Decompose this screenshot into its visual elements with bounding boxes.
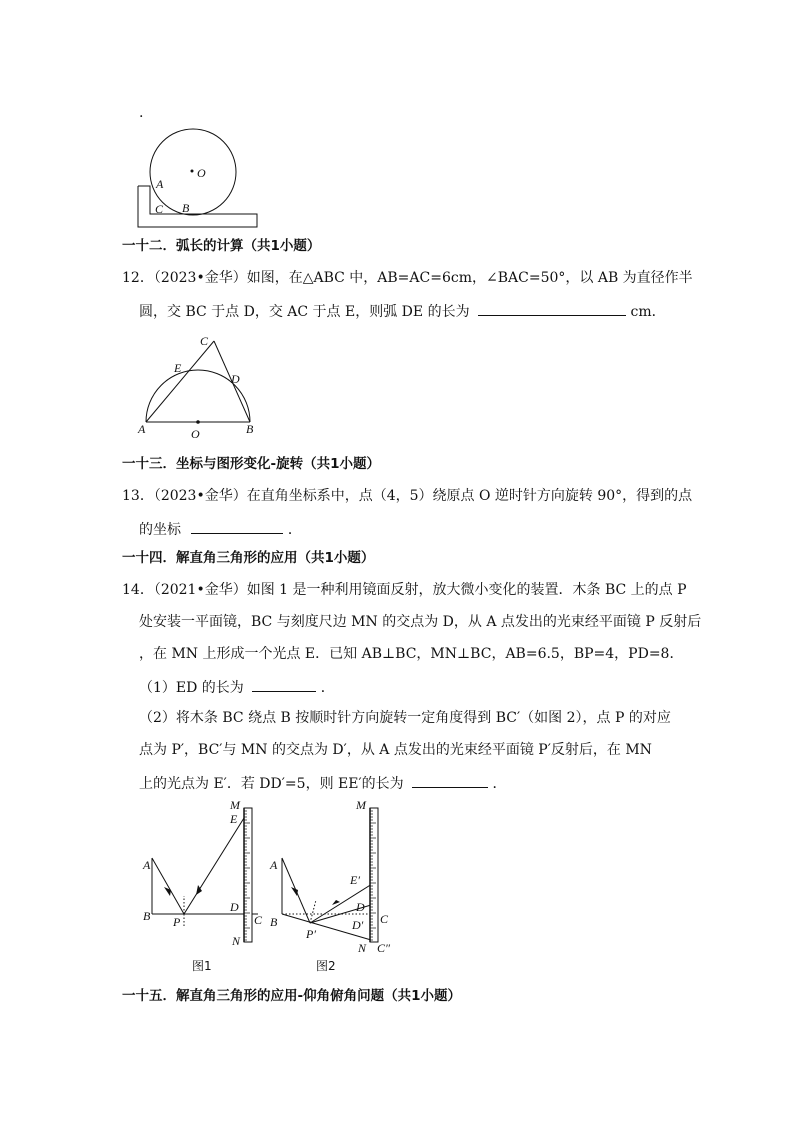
point-o — [196, 420, 200, 424]
figure-circle-on-ruler — [130, 120, 270, 232]
problem-12-line1: 12．（2023•金华）如图，在△ABC 中，AB=AC=6cm，∠BAC=50°，以 AB 为直径作半 — [122, 270, 693, 286]
figure-mirror-device-2 — [264, 796, 404, 981]
answer-blank-13[interactable] — [191, 518, 283, 534]
figure-triangle-semicircle — [136, 330, 266, 442]
label-n: N — [232, 934, 241, 948]
label-p-prime: P′ — [306, 927, 316, 941]
label-b: B — [182, 201, 190, 215]
problem-14-q2-line3-text: 上的光点为 E′．若 DD′=5，则 EE′的长为 — [139, 776, 404, 792]
problem-14-q2-line2: 点为 P′，BC′与 MN 的交点为 D′，从 A 点发出的光束经平面镜 P′反射后，在 MN — [139, 742, 652, 758]
label-d: D — [230, 900, 239, 914]
problem-14-q1-text: （1）ED 的长为 — [139, 680, 244, 696]
problem-14-line3: ，在 MN 上形成一个光点 E．已知 AB⊥BC，MN⊥BC，AB=6.5，BP=4，PD=8． — [139, 646, 684, 662]
label-e-prime: E′ — [350, 873, 360, 887]
arrow-incoming — [291, 887, 298, 896]
segment-ac — [146, 341, 214, 422]
label-c: C — [254, 913, 263, 927]
problem-13-line2-text: 的坐标 — [139, 522, 181, 538]
center-point — [191, 170, 194, 173]
caption-figure-2: 图2 — [316, 959, 336, 973]
section-14-heading: 一十四．解直角三角形的应用（共1小题） — [122, 550, 375, 566]
label-d: D — [356, 900, 365, 914]
label-a: A — [270, 858, 278, 872]
label-m: M — [230, 798, 240, 812]
problem-14-q1 — [139, 676, 335, 698]
problem-13-line1: 13．（2023•金华）在直角坐标系中，点（4，5）绕原点 O 逆时针方向旋转 90°，得到的点 — [122, 488, 693, 504]
light-incoming — [152, 858, 184, 914]
answer-blank-12[interactable] — [478, 300, 626, 316]
stray-dot: . — [139, 105, 144, 121]
label-c: C — [200, 334, 209, 348]
problem-14-line1: 14．（2021•金华）如图 1 是一种利用镜面反射，放大微小变化的装置．木条 BC 上的点 P — [122, 582, 687, 598]
answer-blank-14-2[interactable] — [412, 772, 488, 788]
problem-14-q2-period: ． — [492, 776, 507, 792]
label-m: M — [356, 798, 366, 812]
label-e: E — [174, 361, 182, 375]
segment-bc-rotated — [282, 914, 378, 942]
problem-13-line2 — [139, 518, 302, 540]
problem-14-q2-line3 — [139, 772, 507, 794]
label-b: B — [143, 909, 151, 923]
caption-figure-1: 图1 — [192, 959, 212, 973]
problem-14-q2-line1: （2）将木条 BC 绕点 B 按顺时针方向旋转一定角度得到 BC′（如图 2），点 P 的对应 — [139, 710, 671, 726]
label-e: E — [230, 812, 238, 826]
section-13-heading: 一十三．坐标与图形变化-旋转（共1小题） — [122, 456, 380, 472]
label-o: O — [197, 166, 206, 180]
figure-mirror-device-1 — [140, 796, 270, 981]
label-n: N — [358, 941, 367, 955]
label-b: B — [270, 915, 278, 929]
label-a: A — [143, 858, 151, 872]
arrow-reflected — [332, 900, 340, 905]
label-p: P — [173, 915, 181, 929]
problem-12-unit: cm． — [630, 304, 666, 320]
problem-14-line2: 处安装一平面镜，BC 与刻度尺边 MN 的交点为 D，从 A 点发出的光束经平面镜 P 反射后 — [139, 614, 702, 630]
problem-13-period: ． — [287, 522, 302, 538]
section-12-heading: 一十二．弧长的计算（共1小题） — [122, 238, 321, 254]
problem-12-line2 — [139, 300, 666, 322]
label-c: C — [380, 912, 389, 926]
label-o: O — [191, 427, 200, 441]
label-a: A — [138, 422, 146, 436]
label-d: D — [231, 372, 240, 386]
label-b: B — [246, 422, 254, 436]
problem-12-line2-text: 圆，交 BC 于点 D，交 AC 于点 E，则弧 DE 的长为 — [139, 304, 470, 320]
label-a: A — [156, 177, 164, 191]
section-15-heading: 一十五．解直角三角形的应用-仰角俯角问题（共1小题） — [122, 988, 461, 1004]
label-d-prime: D′ — [352, 918, 364, 932]
problem-14-q1-period: ． — [320, 680, 335, 696]
arrow-incoming — [164, 887, 171, 896]
label-c: C — [155, 202, 164, 216]
label-c-double-prime: C″ — [377, 941, 391, 955]
answer-blank-14-1[interactable] — [252, 676, 316, 692]
